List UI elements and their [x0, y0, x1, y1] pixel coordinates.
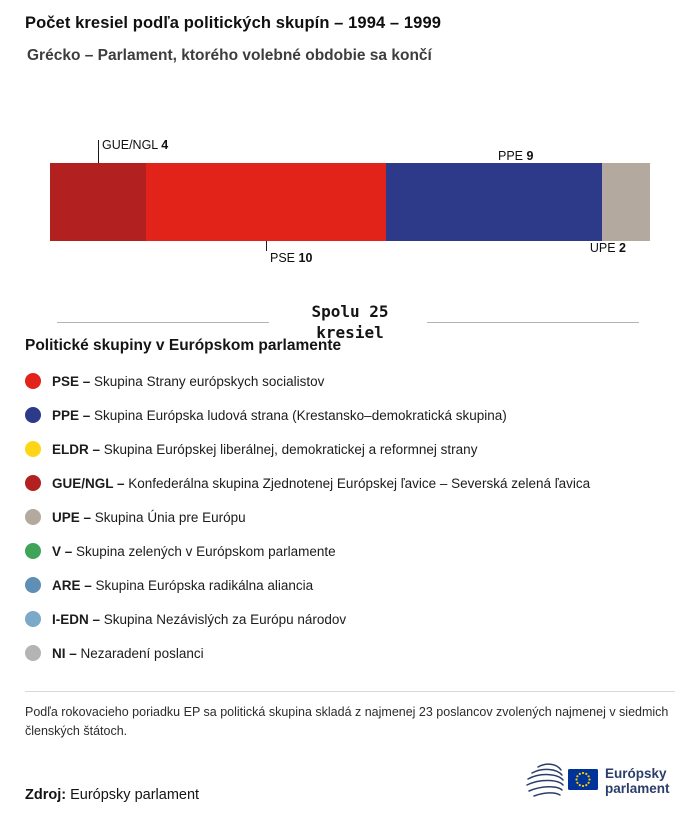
bar-segment-label-upe: UPE 2: [589, 241, 626, 255]
legend-item-ni: [25, 636, 675, 670]
legend-item-text: ELDR – Skupina Európskej liberálnej, demokratickej a reformnej strany: [52, 441, 478, 457]
total-divider-left: [57, 322, 269, 323]
logo-text-line2: parlament: [605, 781, 670, 796]
source-label: Zdroj:: [25, 787, 67, 803]
total-divider-right: [427, 322, 639, 323]
legend-item-text: PSE – Skupina Strany európskych socialistov: [52, 373, 325, 389]
legend-item-pse: [25, 364, 675, 398]
bar-label-connector: [98, 140, 99, 163]
bar-segment-pse: [146, 163, 386, 241]
legend-item-text: I-EDN – Skupina Nezávislých za Európu národov: [52, 611, 347, 627]
legend-color-dot: [25, 373, 41, 389]
legend-color-dot: [25, 577, 41, 593]
legend-color-dot: [25, 509, 41, 525]
legend-color-dot: [25, 645, 41, 661]
ep-hemicycle-icon: [527, 764, 563, 796]
stacked-seat-bar: [50, 163, 650, 241]
legend-item-text: PPE – Skupina Európska ludová strana (Krestansko–demokratická skupina): [52, 407, 507, 423]
legend-item-eldr: [25, 432, 675, 466]
footer-divider: [25, 691, 675, 692]
legend-item-iedn: [25, 602, 675, 636]
legend-color-dot: [25, 543, 41, 559]
legend-heading: Politické skupiny v Európskom parlamente: [25, 337, 342, 354]
legend-item-guengl: [25, 466, 675, 500]
european-parliament-logo: [524, 758, 676, 804]
legend-item-v: [25, 534, 675, 568]
page-subtitle: Grécko – Parlament, ktorého volebné obdobie sa končí: [27, 47, 432, 64]
legend-item-text: GUE/NGL – Konfederálna skupina Zjednotenej Európskej ľavice – Severská zelená ľavica: [52, 475, 591, 491]
legend-item-ppe: [25, 398, 675, 432]
eu-flag-icon: [568, 769, 598, 790]
legend-item-text: ARE – Skupina Európska radikálna aliancia: [52, 577, 314, 593]
legend-color-dot: [25, 407, 41, 423]
bar-segment-label-gue-ngl: GUE/NGL 4: [102, 138, 169, 152]
logo-text-line1: Európsky: [605, 766, 667, 781]
legend-list: [25, 364, 675, 670]
bar-segment-label-pse: PSE 10: [270, 251, 313, 265]
legend-item-text: V – Skupina zelených v Európskom parlamente: [52, 543, 336, 559]
footnote-text: Podľa rokovacieho poriadku EP sa politická skupina skladá z najmenej 23 poslancov zvolených najmenej v siedmich členských štátoch.: [25, 705, 669, 738]
bar-label-connector: [266, 241, 267, 251]
bar-segment-ppe: [386, 163, 602, 241]
legend-item-are: [25, 568, 675, 602]
bar-segment-gue-ngl: [50, 163, 146, 241]
legend-color-dot: [25, 611, 41, 627]
bar-segment-upe: [602, 163, 650, 241]
legend-color-dot: [25, 475, 41, 491]
source-value: Európsky parlament: [70, 787, 200, 803]
bar-segment-label-ppe: PPE 9: [498, 149, 534, 163]
legend-item-text: UPE – Skupina Únia pre Európu: [52, 509, 246, 525]
total-seats-line1: Spolu 25: [311, 302, 389, 321]
source-line: [25, 787, 199, 803]
legend-item-text: NI – Nezaradení poslanci: [52, 645, 204, 661]
page-title: Počet kresiel podľa politických skupín – 1994 – 1999: [25, 14, 441, 32]
legend-color-dot: [25, 441, 41, 457]
legend-item-upe: [25, 500, 675, 534]
total-seats-line2: kresiel: [316, 323, 384, 342]
